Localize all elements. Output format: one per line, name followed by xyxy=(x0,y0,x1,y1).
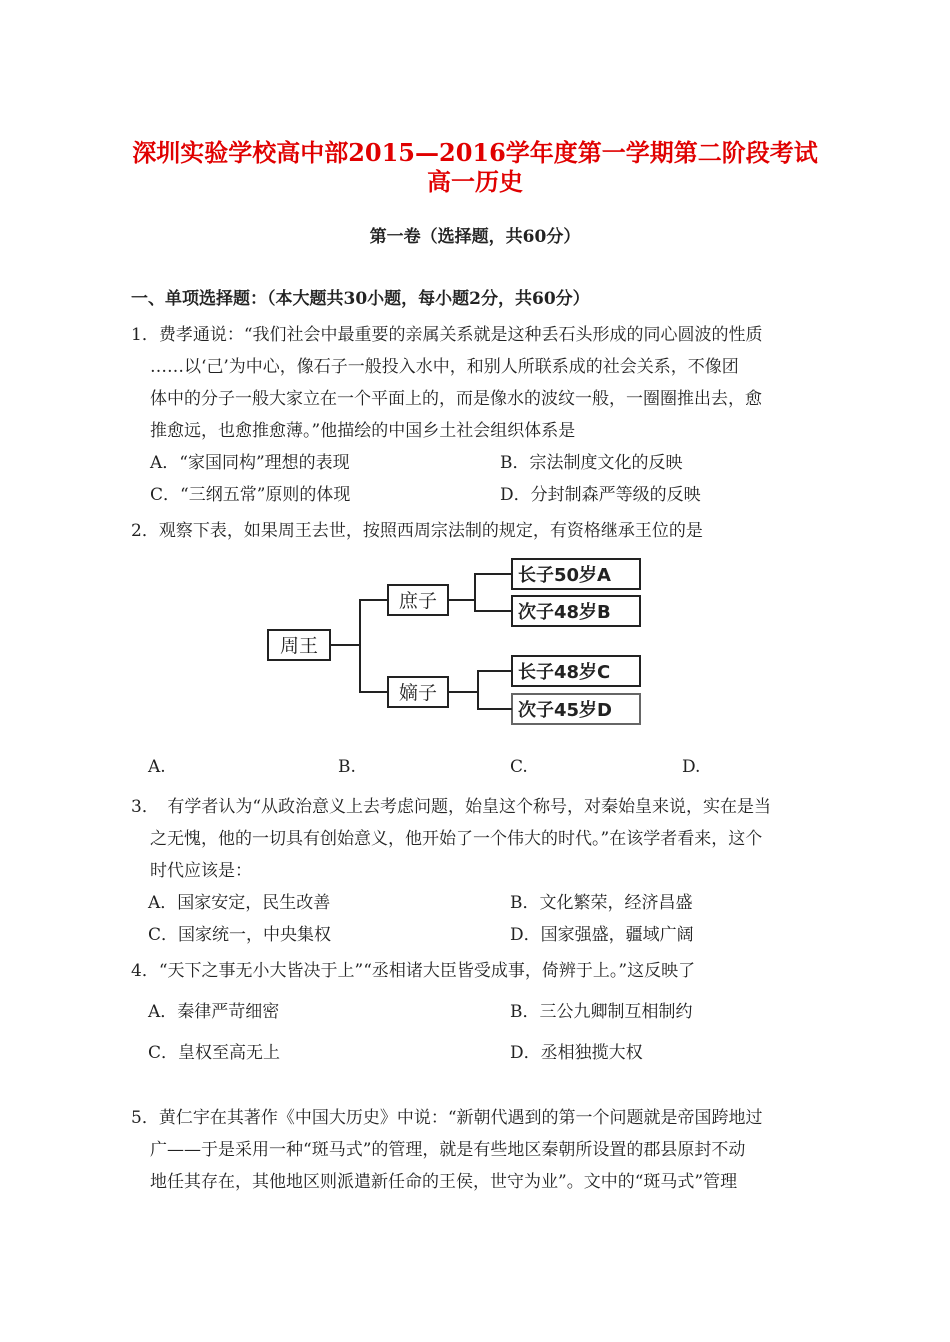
q3-option-b[interactable]: B．文化繁荣，经济昌盛 xyxy=(510,893,693,913)
part-heading: 第一卷（选择题，共60分） xyxy=(369,227,581,247)
q1-line-1: 1．费孝通说：“我们社会中最重要的亲属关系就是这种丢石头形成的同心圆波的性质 xyxy=(131,325,763,345)
q2-option-c[interactable]: C. xyxy=(510,757,528,777)
q4-option-a[interactable]: A．秦律严苛细密 xyxy=(148,1002,280,1022)
diagram-leaf-b-label: 次子48岁B xyxy=(518,602,611,623)
diagram-top-label: 庶子 xyxy=(398,590,438,612)
q3-line-3: 时代应该是： xyxy=(150,861,252,881)
q1-line-3: 体中的分子一般大家立在一个平面上的，而是像水的波纹一般，一圈圈推出去，愈 xyxy=(150,389,762,409)
q2-stem: 2．观察下表，如果周王去世，按照西周宗法制的规定，有资格继承王位的是 xyxy=(131,521,703,541)
q4-option-c[interactable]: C．皇权至高无上 xyxy=(148,1043,281,1063)
q4-stem: 4．“天下之事无小大皆决于上”“丞相诸大臣皆受成事，倚辨于上。”这反映了 xyxy=(131,961,696,981)
q5-line-3: 地任其存在，其他地区则派遣新任命的王侯，世守为业”。文中的“斑马式”管理 xyxy=(150,1172,738,1192)
q1-option-d[interactable]: D．分封制森严等级的反映 xyxy=(500,485,701,505)
diagram-root-label: 周王 xyxy=(279,635,319,657)
diagram-bottom-label: 嫡子 xyxy=(398,682,438,704)
q4-option-d[interactable]: D．丞相独揽大权 xyxy=(510,1043,643,1063)
diagram-leaf-c-label: 长子48岁C xyxy=(518,662,611,683)
q4-option-b[interactable]: B．三公九卿制互相制约 xyxy=(510,1002,693,1022)
q3-line-2: 之无愧，他的一切具有创始意义，他开始了一个伟大的时代。”在该学者看来，这个 xyxy=(150,829,763,849)
section-heading: 一、单项选择题：（本大题共30小题，每小题2分，共60分） xyxy=(131,289,590,309)
q1-option-a[interactable]: A．“家国同构”理想的表现 xyxy=(150,453,350,473)
q2-option-a[interactable]: A. xyxy=(148,757,166,777)
diagram-connector-top xyxy=(448,574,512,611)
q2-option-b[interactable]: B. xyxy=(338,757,356,777)
q5-line-2: 广——于是采用一种“斑马式”的管理，就是有些地区秦朝所设置的郡县原封不动 xyxy=(150,1140,746,1160)
q3-option-a[interactable]: A．国家安定，民生改善 xyxy=(148,893,331,913)
diagram-leaf-a-label: 长子50岁A xyxy=(518,565,611,586)
diagram-connector-bottom xyxy=(448,671,512,709)
q2-option-d[interactable]: D. xyxy=(682,757,701,777)
q3-option-c[interactable]: C．国家统一，中央集权 xyxy=(148,925,332,945)
q5-line-1: 5．黄仁宇在其著作《中国大历史》中说：“新朝代遇到的第一个问题就是帝国跨地过 xyxy=(131,1108,763,1128)
lineage-diagram xyxy=(260,552,660,732)
q1-option-c[interactable]: C．“三纲五常”原则的体现 xyxy=(150,485,351,505)
exam-subject: 高一历史 xyxy=(427,167,523,196)
diagram-connector-root xyxy=(330,600,388,692)
q1-line-4: 推愈远，也愈推愈薄。”他描绘的中国乡土社会组织体系是 xyxy=(150,421,576,441)
q3-option-d[interactable]: D．国家强盛，疆域广阔 xyxy=(510,925,694,945)
diagram-leaf-d-label: 次子45岁D xyxy=(518,700,612,721)
q1-option-b[interactable]: B．宗法制度文化的反映 xyxy=(500,453,683,473)
exam-title: 深圳实验学校高中部2015—2016学年度第一学期第二阶段考试 xyxy=(132,138,818,167)
q3-line-1: 3． 有学者认为“从政治意义上去考虑问题，始皇这个称号，对秦始皇来说，实在是当 xyxy=(131,797,772,817)
q1-line-2: ……以‘己’为中心，像石子一般投入水中，和别人所联系成的社会关系，不像团 xyxy=(150,357,739,377)
